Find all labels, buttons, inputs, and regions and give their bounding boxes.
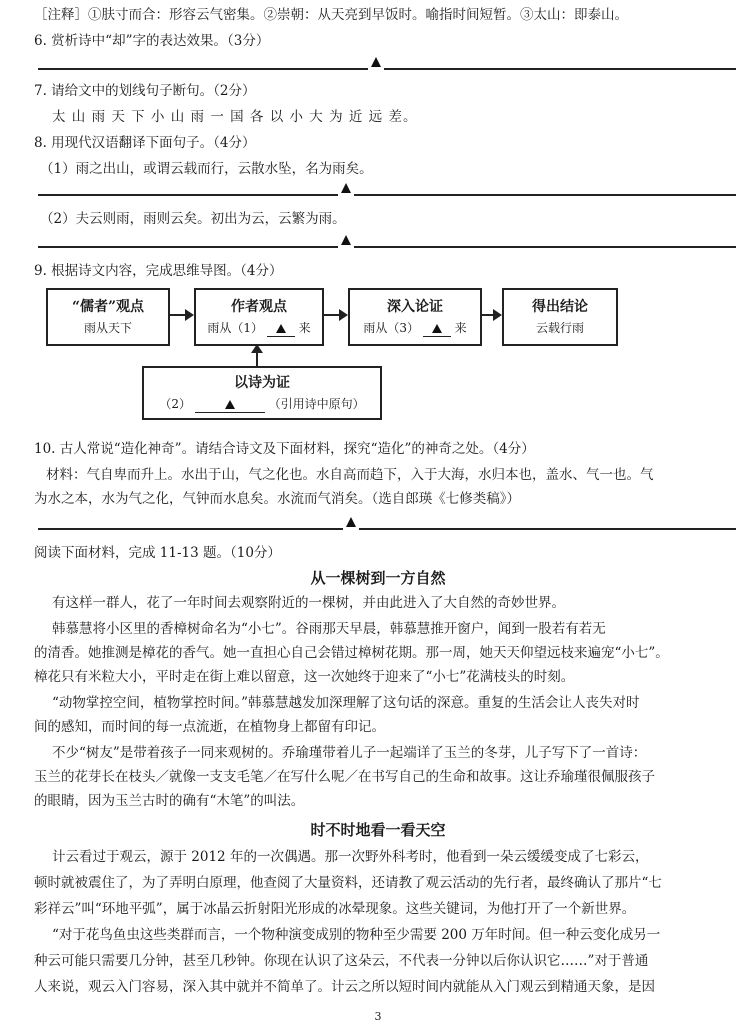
triangle-marker-icon [341, 183, 351, 193]
question-10: 10. 古人常说“造化神奇”。请结合诗文及下面材料，探究“造化”的神奇之处。（4分） [34, 441, 535, 457]
paragraph-line: 的清香。她推测是樟花的香气。她一直担心自己会错过樟树花期。那一周，她天天仰望远枝来遍宠“小七”。 [34, 645, 669, 661]
mindmap-box-author-view [194, 288, 324, 346]
mindmap-box-title: 深入论证 [387, 299, 443, 315]
question-7-sentence: 太 山 雨 天 下 小 山 雨 一 国 各 以 小 大 为 近 远 差。 [52, 109, 418, 125]
question-10-material-line-2: 为水之本，水为气之化，气钟而水息矣。水流而气消矣。（选自郎瑛《七修类稿》） [34, 491, 520, 507]
question-9: 9. 根据诗文内容，完成思维导图。（4分） [34, 263, 283, 279]
question-8-item-2: （2）夫云则雨，雨则云矣。初出为云，云繁为雨。 [40, 211, 346, 227]
question-8-item-1: （1）雨之出山，或谓云载而行，云散水坠，名为雨矣。 [40, 161, 373, 177]
paragraph-line: 彩祥云”叫“环地平弧”，属于冰晶云折射阳光形成的冰晕现象。这些关键词，为他打开了一个新世界。 [34, 901, 636, 917]
fill-blank-3[interactable] [423, 320, 451, 337]
paragraph-line: 樟花只有米粒大小，平时走在街上难以留意，这一次她终于迎来了“小七”花满枝头的时刻。 [34, 669, 575, 685]
triangle-marker-icon [432, 324, 442, 333]
answer-line-q8-1 [38, 194, 736, 196]
paragraph-line: “对于花鸟鱼虫这些类群而言，一个物种演变成别的物种至少需要 200 万年时间。但一种云变化成另一 [52, 927, 661, 943]
mindmap-box-sub: （2） （引用诗中原句） [159, 397, 365, 411]
question-10-material-line-1: 材料：气自卑而升上。水出于山，气之化也。水自高而趋下，入于大海，水归本也，盖水、气一也。气 [46, 467, 654, 483]
paragraph-line: 不少“树友”是带着孩子一同来观树的。乔瑜瑾带着儿子一起端详了玉兰的冬芽，儿子写下了一首诗： [52, 745, 647, 761]
arrow-up-icon [256, 346, 258, 366]
mindmap-box-ru-view [46, 288, 170, 346]
paragraph-line: 有这样一群人，花了一年时间去观察附近的一棵树，并由此进入了大自然的奇妙世界。 [52, 595, 565, 611]
reading-instructions: 阅读下面材料，完成 11-13 题。（10分） [34, 545, 281, 561]
triangle-marker-icon [225, 400, 235, 409]
triangle-marker-icon [346, 517, 356, 527]
paragraph-line: 的眼睛，因为玉兰古时的确有“木笔”的叫法。 [34, 793, 305, 809]
mindmap-box-title: “儒者”观点 [71, 299, 145, 315]
page-number: 3 [374, 1010, 382, 1023]
answer-line-q10 [38, 528, 736, 530]
mindmap-box-sub: 雨从天下 [83, 321, 132, 335]
mindmap-box-title: 得出结论 [532, 299, 588, 315]
mindmap-box-sub: 雨从（3） 来 [363, 321, 467, 335]
answer-line-q8-2 [38, 246, 736, 248]
question-8: 8. 用现代汉语翻译下面句子。（4分） [34, 135, 256, 151]
arrow-right-icon [480, 314, 500, 316]
triangle-marker-icon [341, 235, 351, 245]
section-title-tree: 从一棵树到一方自然 [310, 569, 446, 587]
mindmap-box-title: 作者观点 [231, 299, 287, 315]
mindmap-box-sub: 雨从（1） 来 [207, 321, 311, 335]
arrow-right-icon [322, 314, 346, 316]
paragraph-line: “动物掌控空间，植物掌控时间。”韩慕慧越发加深理解了这句话的深意。重复的生活会让人丧失对时 [52, 695, 640, 711]
paragraph-line: 顿时就被震住了，为了弄明白原理，他查阅了大量资料，还请教了观云活动的先行者，最终确认了那片“七 [34, 875, 662, 891]
fill-blank-2[interactable] [195, 396, 265, 413]
mindmap-box-poem-evidence [142, 366, 382, 420]
fill-blank-1[interactable] [267, 320, 295, 337]
annotation-note: ［注释］①肤寸而合：形容云气密集。②崇朝：从天亮到早饭时。喻指时间短暂。③太山：即泰山。 [34, 7, 628, 23]
paragraph-line: 人来说，观云入门容易，深入其中就并不简单了。计云之所以短时间内就能从入门观云到精通天象，是因 [34, 979, 655, 995]
mindmap-box-conclusion [502, 288, 618, 346]
paragraph-line: 种云可能只需要几分钟，甚至几秒钟。你现在认识了这朵云，不代表一分钟以后你认识它……”对于普通 [34, 953, 649, 969]
mindmap-box-argument [348, 288, 482, 346]
triangle-marker-icon [276, 324, 286, 333]
section-title-sky: 时不时地看一看天空 [310, 821, 446, 839]
question-7: 7. 请给文中的划线句子断句。（2分） [34, 83, 256, 99]
arrow-right-icon [168, 314, 192, 316]
mindmap-box-title: 以诗为证 [234, 375, 290, 391]
paragraph-line: 间的感知，而时间的每一点流逝，在植物身上都留有印记。 [34, 719, 385, 735]
question-6: 6. 赏析诗中“却”字的表达效果。（3分） [34, 33, 270, 49]
paragraph-line: 玉兰的花芽长在枝头／就像一支支毛笔／在写什么呢／在书写自己的生命和故事。这让乔瑜瑾很佩服孩子 [34, 769, 655, 785]
paragraph-line: 计云看过于观云，源于 2012 年的一次偶遇。那一次野外科考时，他看到一朵云缓缓变成了七彩云， [52, 849, 649, 865]
answer-line-q6 [38, 68, 736, 70]
paragraph-line: 韩慕慧将小区里的香樟树命名为“小七”。谷雨那天早晨，韩慕慧推开窗户，闻到一股若有若无 [52, 621, 606, 637]
mindmap-box-sub: 云载行雨 [535, 321, 584, 335]
triangle-marker-icon [371, 57, 381, 67]
